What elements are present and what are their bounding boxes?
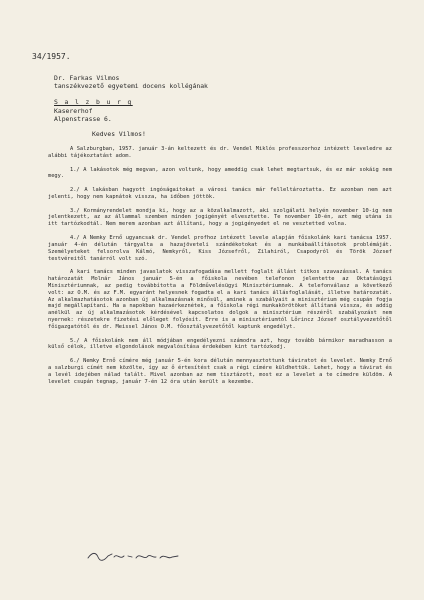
paragraph: A Salzburgban, 1957. január 3-án keltezett és dr. Vendel Miklós professzorhoz intézett leveledre az alábbi tájékoztatást adom. <box>48 146 392 159</box>
paragraph: 4./ A Nemky Ernő ugyancsak dr. Vendel profhoz intézett levele alapján főiskolánk kari tanácsa 1957. január 4-én délután tárgyalta a hazajöveteli szándékotokat és a munkábaállításotok problémáját. Személyeteket felsorolva Kálmó, Nemkyről, Kiss Józsefről, Zilahiról, Csapodyról és Török József testvéreitől tanárról volt szó. <box>48 234 392 262</box>
paragraph: 1./ A lakásotok még megvan, azon voltunk, hogy ameddig csak lehet megtartsuk, és ez már sokáig nem megy. <box>48 166 392 180</box>
recipient-building: Kasererhof <box>54 106 93 115</box>
paragraph: A kari tanács minden javaslatok visszafogadása mellett foglalt állást titkos szavazással. A tanács határozatát Molnár János január 5-én a főiskola nevében telefonon jelentette az Oktatásügyi Minisztériumnak, az pedig továbbította a Földművelésügyi Minisztériumnak. A telefonválasz a következő volt: az O.M. és az F.M. egyaránt helyesnek fogadta el a kari tanács állásfoglalását, illetve határozatát. Az alkalmazhatásotok azonban új alkalmazásnak minősül, aminek a szabályait a minisztérium még csupán fogja majd megállapítani. Ha a napokban hazaérkeznétek, a főiskola régi munkakörötöket állítaná vissza, és addig anélkül az új alkalmazásotok kérdésével kapcsolatos dolgok a minisztérium részéről szabályozást nem nyernek: részetekre fizetési előleget folyósít. Erre is a minisztériumtól Lőrincz József osztályvezetőtől főigazgatótól és dr. Meissel János O.M. főosztályvezetőtől kaptunk engedélyt. <box>48 269 392 330</box>
recipient-address <box>54 74 208 123</box>
paragraph: 5./ A főiskolánk nem áll módjában engedélyezni számodra azt, hogy tovább bármikor maradhasson a külső célok, illetve elgondolások megvalósítása érdekében kint tartózkodj. <box>48 337 392 351</box>
paragraph: 3./ Kormányrendelet mondja ki, hogy az a közalkalmazott, aki szolgálati helyén november 10-ig nem jelentkezett, az az állammal szemben minden jogigényét elvesztette. Te november 10-én, azt még utána is itt tartózkodtál. Nem merem azonban azt állítani, hogy a jogigényedet el ne vesztetted volna. <box>48 207 392 228</box>
paragraph: 2./ A lakásban hagyott ingóságaitokat a városi tanács már felleltároztatta. Ez azonban nem azt jelenti, hogy nem kapnátok vissza, ha időben jöttök. <box>48 187 392 200</box>
paragraph: 6./ Nemky Ernő címére még január 5-én kora délután mennyasztottunk táviratot és levelet. Nemky Ernő a salzburgi címét nem közölte, így az ő értesítést csak a régi címére küldhettük. Lehet, hogy a távirat és a levél idejében nálad talált. Mivel azonban az nem tisztázott, most ez a levelet a te címedre küldöm. A levelet csupán tegnap, január 7-én 12 óra után került a kezembe. <box>48 358 392 385</box>
handwritten-signature <box>86 548 206 564</box>
recipient-street: Alpenstrasse 6. <box>54 114 112 123</box>
recipient-title: tanszékvezető egyetemi docens kollégának <box>54 82 208 91</box>
letter-body <box>48 146 392 392</box>
recipient-name: Dr. Farkas Vilmos <box>54 74 120 82</box>
reference-number: 34/1957. <box>32 52 71 61</box>
salutation: Kedves Vilmos! <box>92 130 146 138</box>
recipient-city: S a l z b u r g <box>54 98 133 107</box>
